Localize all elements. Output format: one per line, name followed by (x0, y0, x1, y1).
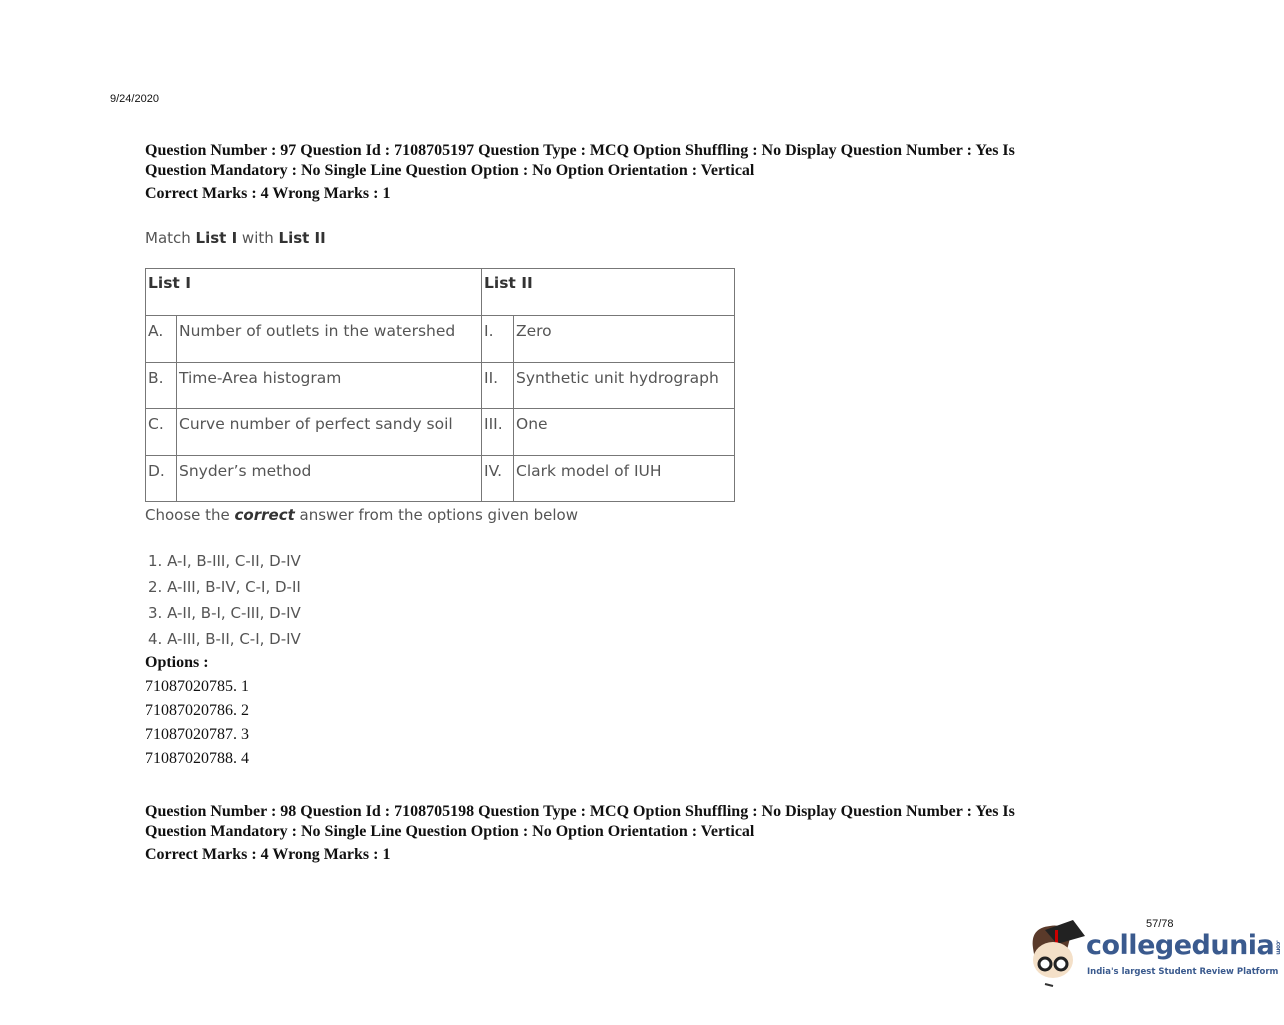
brand-tagline: India's largest Student Review Platform (1087, 967, 1279, 977)
cell: Curve number of perfect sandy soil (177, 409, 482, 456)
marks-line: Correct Marks : 4 Wrong Marks : 1 (145, 846, 391, 863)
options-label: Options : (145, 654, 209, 671)
text: Choose the (145, 506, 235, 524)
cell: B. (146, 362, 177, 409)
cell: Clark model of IUH (514, 455, 735, 502)
page-number: 57/78 (1146, 918, 1174, 930)
brand-name (1086, 930, 1281, 961)
match-table (145, 268, 735, 502)
print-date: 9/24/2020 (110, 93, 159, 105)
options-list (145, 651, 249, 771)
text: Match (145, 229, 196, 247)
cell: III. (482, 409, 514, 456)
answer-choice: 4. A-III, B-II, C-I, D-IV (148, 630, 301, 648)
text: List II (278, 229, 326, 247)
meta-line: Question Mandatory : No Single Line Question Option : No Option Orientation : Vertical (145, 823, 755, 840)
cell: C. (146, 409, 177, 456)
text: .com (1274, 939, 1282, 954)
text: answer from the options given below (294, 506, 578, 524)
option-item: 71087020787. 3 (145, 726, 249, 743)
answer-choice: 3. A-II, B-I, C-III, D-IV (148, 604, 301, 622)
meta-line: Question Mandatory : No Single Line Question Option : No Option Orientation : Vertical (145, 162, 755, 179)
answer-choice: 2. A-III, B-IV, C-I, D-II (148, 578, 301, 596)
cell: Snyder’s method (177, 455, 482, 502)
choose-instruction (145, 506, 578, 524)
meta-line: Question Number : 97 Question Id : 7108705197 Question Type : MCQ Option Shuffling : No Display Question Number : Yes Is (145, 142, 1015, 159)
cell: IV. (482, 455, 514, 502)
question-98-meta (145, 802, 1105, 865)
header-list-2: List II (482, 269, 735, 316)
text: with (237, 229, 279, 247)
cell: A. (146, 316, 177, 363)
answer-choices (148, 548, 301, 652)
header-list-1: List I (146, 269, 482, 316)
cell: I. (482, 316, 514, 363)
option-item: 71087020788. 4 (145, 750, 249, 767)
text: correct (234, 506, 295, 524)
option-item: 71087020786. 2 (145, 702, 249, 719)
cell: Time-Area histogram (177, 362, 482, 409)
cell: II. (482, 362, 514, 409)
option-item: 71087020785. 1 (145, 678, 249, 695)
match-instruction (145, 229, 326, 247)
text: List I (195, 229, 238, 247)
cell: Synthetic unit hydrograph (514, 362, 735, 409)
meta-line: Question Number : 98 Question Id : 7108705198 Question Type : MCQ Option Shuffling : No Display Question Number : Yes Is (145, 803, 1015, 820)
answer-choice: 1. A-I, B-III, C-II, D-IV (148, 552, 301, 570)
cell: One (514, 409, 735, 456)
cell: D. (146, 455, 177, 502)
text: collegedunia (1086, 930, 1275, 961)
mascot-logo-icon (1025, 918, 1087, 988)
marks-line: Correct Marks : 4 Wrong Marks : 1 (145, 185, 391, 202)
question-97-meta (145, 141, 1105, 204)
cell: Zero (514, 316, 735, 363)
cell: Number of outlets in the watershed (177, 316, 482, 363)
